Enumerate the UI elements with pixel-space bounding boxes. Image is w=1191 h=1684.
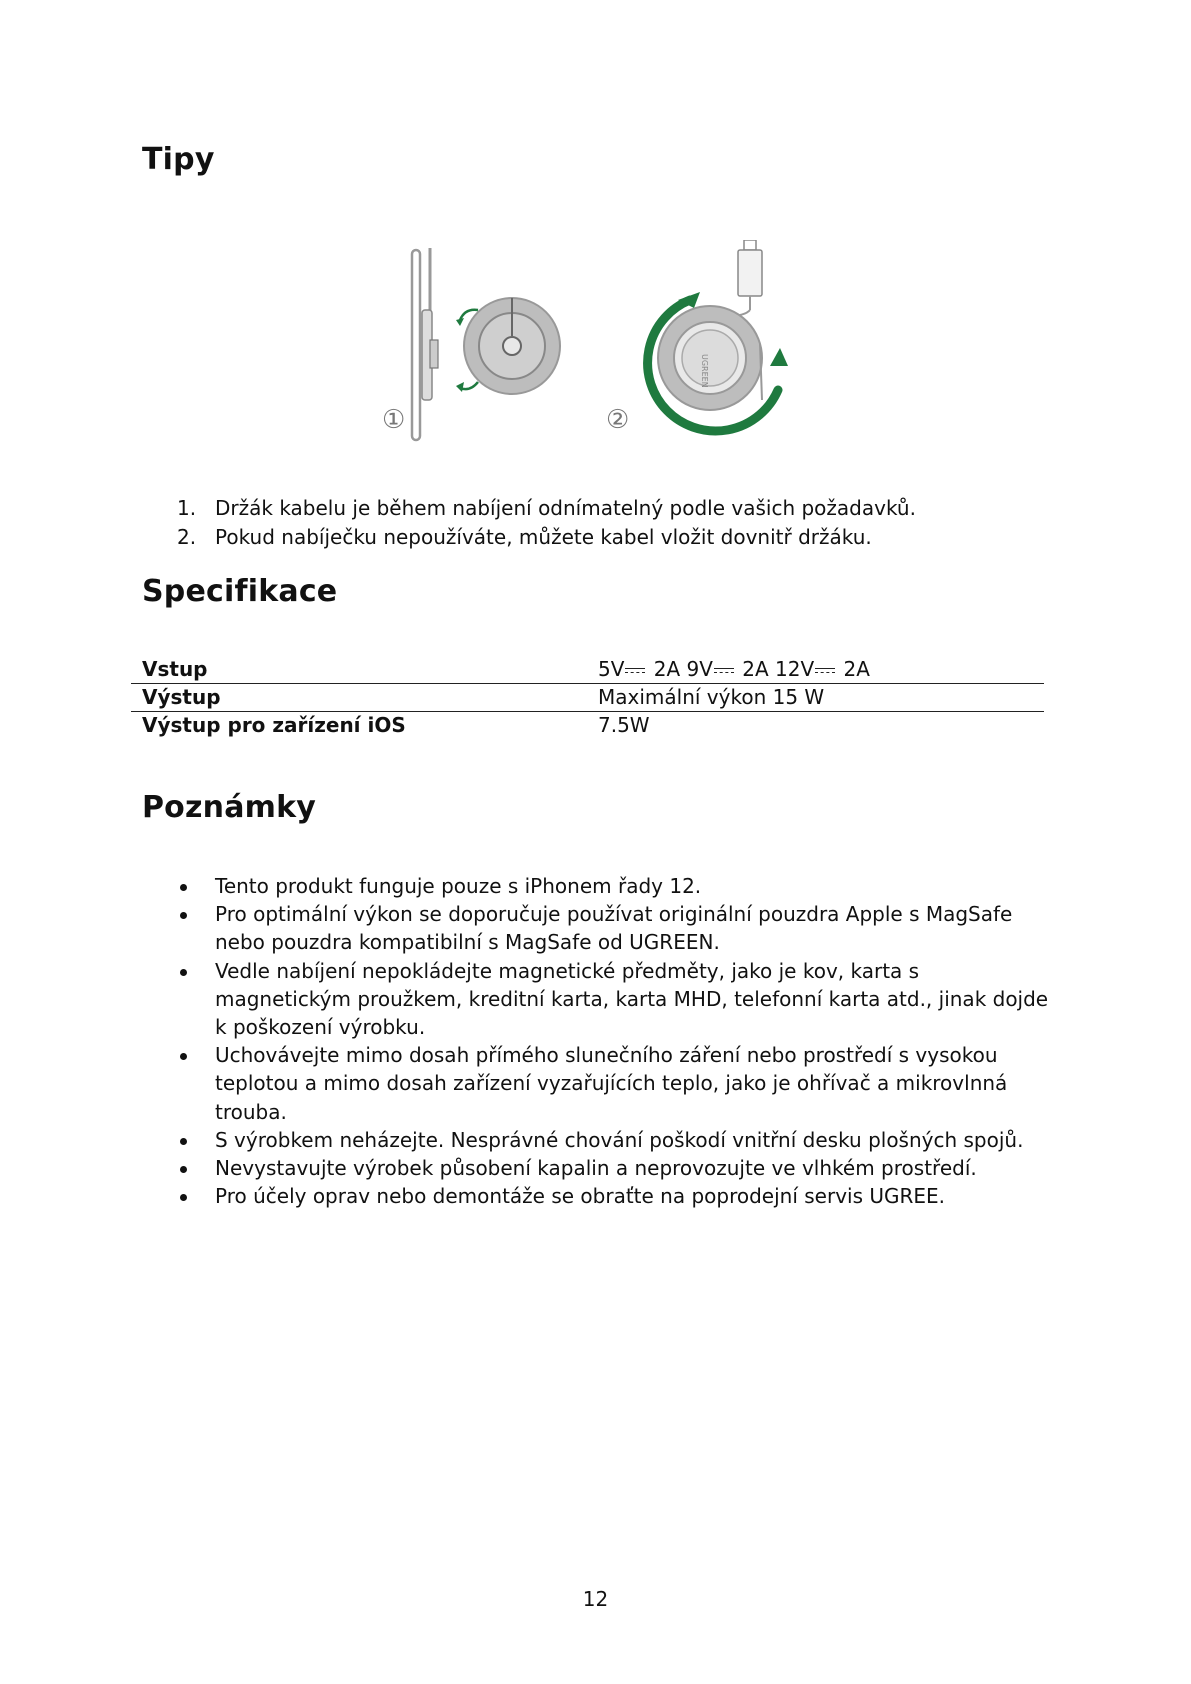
dc-symbol-icon — [815, 665, 835, 677]
list-item — [170, 494, 1070, 523]
bullet-icon — [180, 1194, 187, 1201]
spec-value-part: 2A 12V — [735, 657, 815, 681]
spec-label: Výstup pro zařízení iOS — [142, 713, 406, 737]
step2-marker: ② — [606, 405, 630, 435]
list-text: Vedle nabíjení nepokládejte magnetické předměty, jako je kov, karta s magnetickým proužkem, kreditní karta, karta MHD, telefonní karta atd., jinak dojde k poškození výrobku. — [215, 958, 1049, 1040]
list-text: Pro optimální výkon se doporučuje používat originální pouzdra Apple s MagSafe nebo pouzdra kompatibilní s MagSafe od UGREEN. — [215, 902, 1013, 955]
list-number: 2. — [177, 524, 197, 549]
spec-value-part: 2A — [837, 657, 870, 681]
list-item — [170, 1182, 1050, 1210]
step1-diagram — [382, 248, 560, 440]
spec-value-part: 5V — [598, 657, 625, 681]
list-number: 1. — [177, 496, 197, 520]
page-number: 12 — [582, 1587, 609, 1611]
list-text: Pokud nabíječku nepoužíváte, můžete kabel vložit dovnitř držáku. — [215, 524, 872, 549]
spec-value-part: 2A 9V — [647, 657, 713, 681]
list-item — [170, 523, 1070, 552]
bullet-icon — [180, 1138, 187, 1145]
table-row — [131, 656, 1044, 684]
charger-holder-diagram — [360, 240, 840, 470]
specifications-heading: Specifikace — [142, 574, 338, 609]
bullet-icon — [180, 1053, 187, 1060]
list-item — [170, 900, 1050, 956]
bullet-icon — [180, 1166, 187, 1173]
bullet-icon — [180, 912, 187, 919]
list-text: Držák kabelu je během nabíjení odnímatelný podle vašich požadavků. — [215, 496, 916, 520]
bullet-icon — [180, 969, 187, 976]
list-item — [170, 1126, 1050, 1154]
specifications-table — [131, 656, 1044, 739]
notes-list — [170, 872, 1050, 1210]
table-row — [131, 712, 1044, 739]
tips-heading: Tipy — [142, 142, 215, 177]
spec-value: Maximální výkon 15 W — [598, 685, 825, 709]
list-text: Uchovávejte mimo dosah přímého slunečního záření nebo prostředí s vysokou teplotou a mimo dosah zařízení vyzařujících teplo, jako je ohřívač a mikrovlnná trouba. — [215, 1043, 1008, 1124]
spec-value: 7.5W — [598, 713, 650, 737]
list-text: Pro účely oprav nebo demontáže se obraťte na poprodejní servis UGREE. — [215, 1184, 946, 1209]
list-text: S výrobkem neházejte. Nesprávné chování poškodí vnitřní desku plošných spojů. — [215, 1127, 1024, 1152]
tips-illustration — [360, 240, 840, 470]
spec-label: Vstup — [142, 657, 208, 681]
tips-list — [170, 494, 1070, 551]
list-item — [170, 1154, 1050, 1182]
list-text: Tento produkt funguje pouze s iPhonem řady 12. — [215, 874, 702, 898]
step2-diagram — [606, 240, 788, 435]
list-item — [170, 1041, 1050, 1126]
bullet-icon — [180, 884, 187, 891]
dc-symbol-icon — [625, 665, 645, 677]
spec-value — [598, 656, 870, 683]
list-item — [170, 872, 1050, 900]
table-row — [131, 684, 1044, 712]
notes-heading: Poznámky — [142, 790, 317, 825]
dc-symbol-icon — [714, 665, 734, 677]
step1-marker: ① — [382, 405, 406, 435]
list-text: Nevystavujte výrobek působení kapalin a neprovozujte ve vlhkém prostředí. — [215, 1156, 977, 1181]
list-item — [170, 957, 1050, 1042]
brand-label: UGREEN — [700, 354, 709, 388]
spec-label: Výstup — [142, 685, 221, 709]
